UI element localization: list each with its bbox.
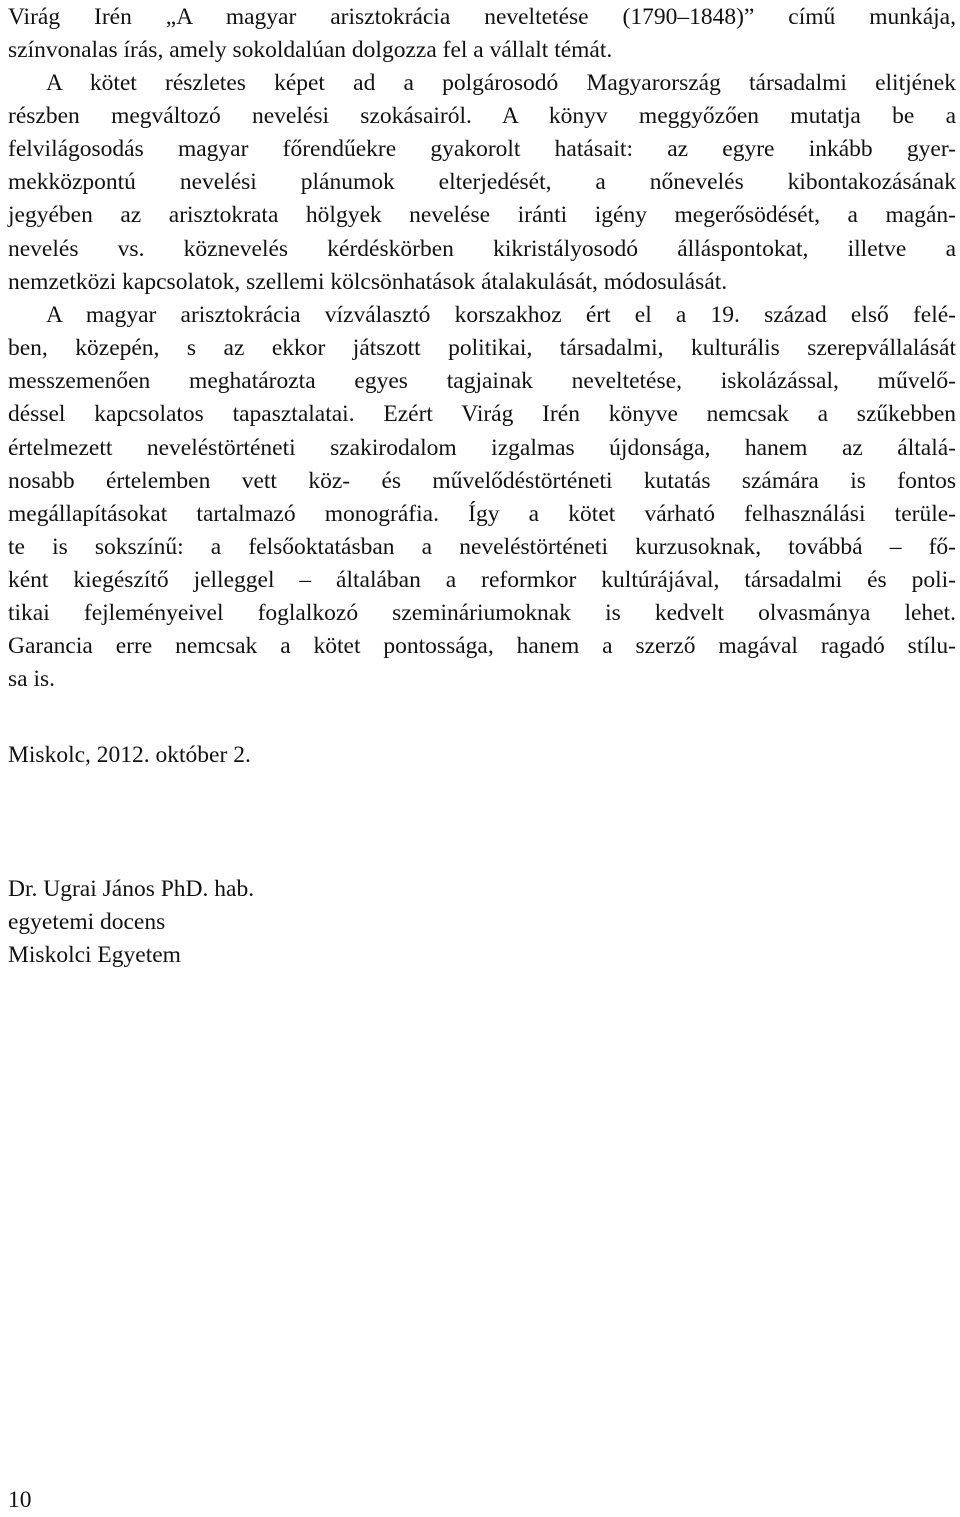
review-line-1: Virág Irén „A magyar arisztokrácia neveltetése (1790–1848)” című munkája, xyxy=(8,4,956,30)
review-line-10: A magyar arisztokrácia vízválasztó korszakhoz ért el a 19. század első felé- xyxy=(46,302,956,328)
place-and-date: Miskolc, 2012. október 2. xyxy=(8,742,251,768)
review-line-18: ként kiegészítő jelleggel – általában a reformkor kultúrájával, társadalmi és poli- xyxy=(8,567,956,593)
author-title: egyetemi docens xyxy=(8,909,166,935)
review-line-2: színvonalas írás, amely sokoldalúan dolgozza fel a vállalt témát. xyxy=(8,37,613,63)
review-line-20: Garancia erre nemcsak a kötet pontossága, hanem a szerző magával ragadó stílu- xyxy=(8,633,956,659)
review-line-19: tikai fejleményeivel foglalkozó szemináriumoknak is kedvelt olvasmánya lehet. xyxy=(8,600,956,626)
review-line-4: részben megváltozó nevelési szokásairól. A könyv meggyőzően mutatja be a xyxy=(8,103,956,129)
review-line-21: sa is. xyxy=(8,666,55,692)
review-line-17: te is sokszínű: a felsőoktatásban a neveléstörténeti kurzusoknak, továbbá – fő- xyxy=(8,534,956,560)
review-line-12: messzemenően meghatározta egyes tagjainak neveltetése, iskolázással, művelő- xyxy=(8,368,956,394)
author-name: Dr. Ugrai János PhD. hab. xyxy=(8,876,255,902)
review-line-5: felvilágosodás magyar főrendűekre gyakorolt hatásait: az egyre inkább gyer- xyxy=(8,136,956,162)
review-line-3: A kötet részletes képet ad a polgárosodó Magyarország társadalmi elitjének xyxy=(46,70,956,96)
review-line-8: nevelés vs. köznevelés kérdéskörben kikristályosodó álláspontokat, illetve a xyxy=(8,236,956,262)
author-affiliation: Miskolci Egyetem xyxy=(8,942,181,968)
page-number: 10 xyxy=(8,1487,32,1513)
review-line-15: nosabb értelemben vett köz- és művelődéstörténeti kutatás számára is fontos xyxy=(8,468,956,494)
review-line-13: déssel kapcsolatos tapasztalatai. Ezért Virág Irén könyve nemcsak a szűkebben xyxy=(8,401,956,427)
review-line-7: jegyében az arisztokrata hölgyek nevelése iránti igény megerősödését, a magán- xyxy=(8,202,956,228)
review-line-9: nemzetközi kapcsolatok, szellemi kölcsönhatások átalakulását, módosulását. xyxy=(8,269,728,295)
review-line-6: mekközpontú nevelési plánumok elterjedését, a nőnevelés kibontakozásának xyxy=(8,169,956,195)
review-line-16: megállapításokat tartalmazó monográfia. Így a kötet várható felhasználási terüle- xyxy=(8,501,956,527)
review-line-11: ben, közepén, s az ekkor játszott politikai, társadalmi, kulturális szerepvállalását xyxy=(8,335,956,361)
review-line-14: értelmezett neveléstörténeti szakirodalom izgalmas újdonsága, hanem az általá- xyxy=(8,435,956,461)
